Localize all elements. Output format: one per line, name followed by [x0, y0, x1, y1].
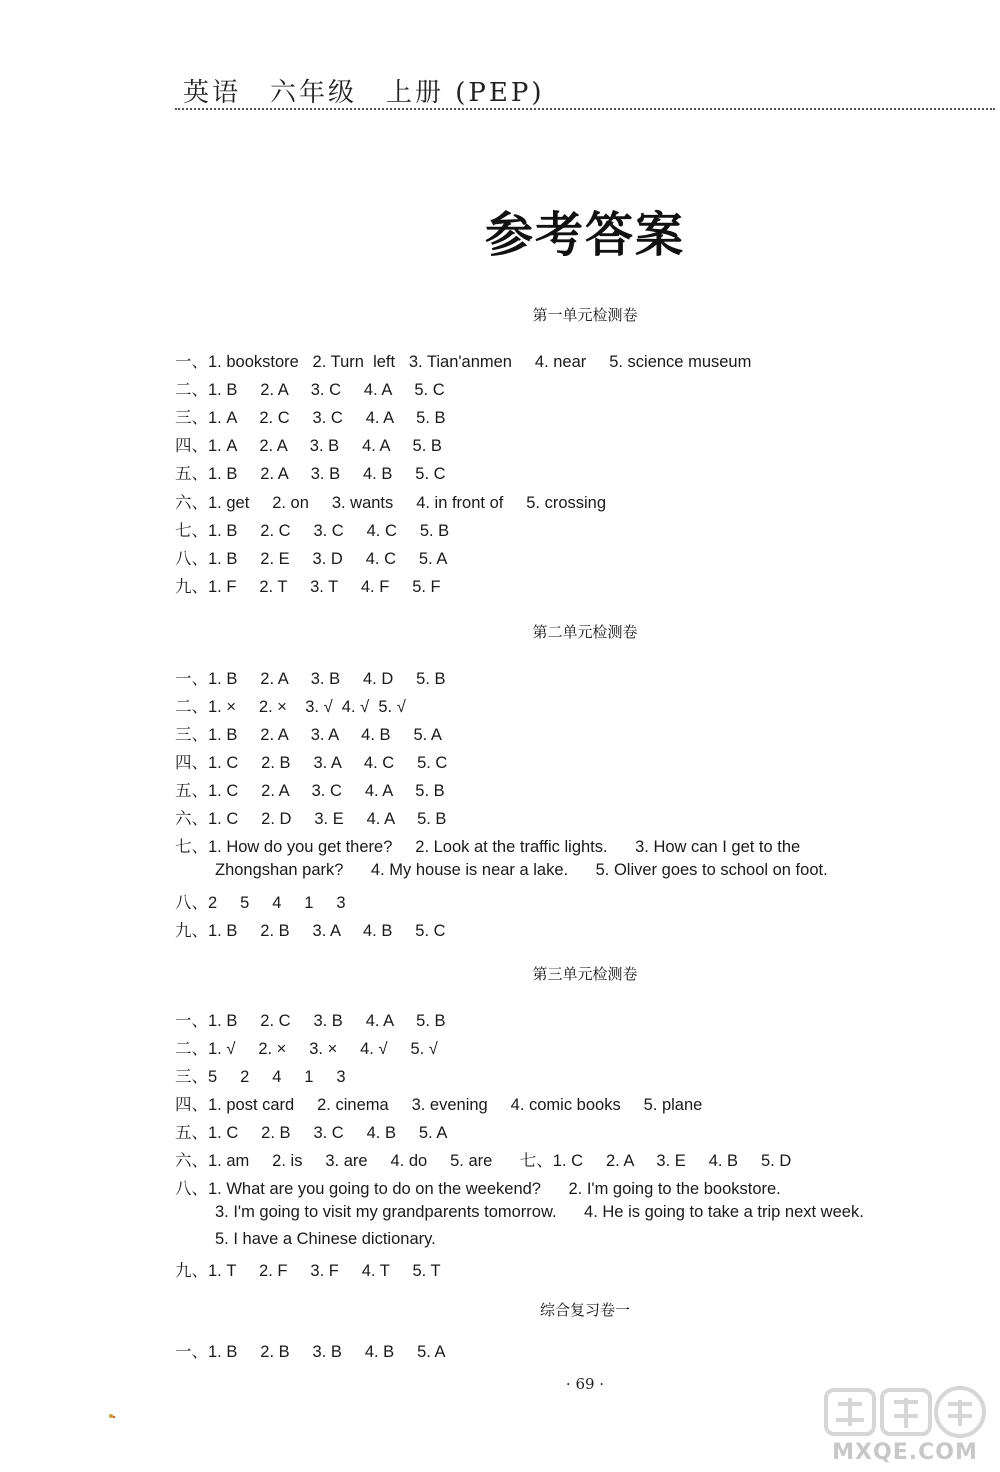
answer-line: 九、1. T 2. F 3. F 4. T 5. T: [175, 1262, 441, 1280]
answer-line: 五、1. C 2. A 3. C 4. A 5. B: [175, 782, 445, 800]
answer-line: 三、5 2 4 1 3: [175, 1068, 346, 1086]
answer-line: 七、1. B 2. C 3. C 4. C 5. B: [175, 522, 450, 540]
answer-line: 六、1. C 2. D 3. E 4. A 5. B: [175, 810, 447, 828]
watermark-text: MXQE.COM: [832, 1440, 978, 1465]
answer-line: 六、1. am 2. is 3. are 4. do 5. are 七、1. C 2. A 3. E 4. B 5. D: [175, 1152, 792, 1170]
section-title-unit-2: 第二单元检测卷: [532, 623, 638, 641]
answer-line: 一、1. B 2. C 3. B 4. A 5. B: [175, 1012, 446, 1030]
answer-line: 九、1. F 2. T 3. T 4. F 5. F: [175, 578, 441, 596]
answer-line: 六、1. get 2. on 3. wants 4. in front of 5. crossing: [175, 494, 607, 512]
answer-line: 三、1. A 2. C 3. C 4. A 5. B: [175, 409, 446, 427]
answer-line: 三、1. B 2. A 3. A 4. B 5. A: [175, 726, 442, 744]
header-divider: [175, 108, 995, 110]
answer-line: 七、1. How do you get there? 2. Look at the traffic lights. 3. How can I get to the: [175, 838, 801, 856]
answer-line: 一、1. B 2. B 3. B 4. B 5. A: [175, 1343, 446, 1361]
section-title-unit-1: 第一单元检测卷: [532, 306, 638, 324]
answer-line-continued: Zhongshan park? 4. My house is near a lake. 5. Oliver goes to school on foot.: [215, 861, 828, 879]
answer-line: 一、1. B 2. A 3. B 4. D 5. B: [175, 670, 446, 688]
answer-line: 四、1. C 2. B 3. A 4. C 5. C: [175, 754, 448, 772]
section-title-review-1: 综合复习卷一: [539, 1301, 630, 1319]
section-title-unit-3: 第三单元检测卷: [532, 965, 638, 983]
page-number: · 69 ·: [565, 1375, 605, 1393]
answer-line: 九、1. B 2. B 3. A 4. B 5. C: [175, 922, 446, 940]
answer-line: 八、1. What are you going to do on the weekend? 2. I'm going to the bookstore.: [175, 1180, 781, 1198]
answer-line: 二、1. B 2. A 3. C 4. A 5. C: [175, 381, 445, 399]
answer-line: 四、1. A 2. A 3. B 4. A 5. B: [175, 437, 442, 455]
answer-line: 四、1. post card 2. cinema 3. evening 4. comic books 5. plane: [175, 1096, 703, 1114]
ink-speck: [108, 1404, 116, 1410]
answer-line-continued: 3. I'm going to visit my grandparents tomorrow. 4. He is going to take a trip next week.: [215, 1203, 864, 1221]
answer-line: 五、1. B 2. A 3. B 4. B 5. C: [175, 465, 446, 483]
answer-line: 八、1. B 2. E 3. D 4. C 5. A: [175, 550, 448, 568]
answer-line: 二、1. × 2. × 3. √ 4. √ 5. √: [175, 698, 406, 716]
header-title: 英语 六年级 上册 (PEP): [183, 78, 545, 108]
answer-line: 五、1. C 2. B 3. C 4. B 5. A: [175, 1124, 448, 1142]
answer-line: 一、1. bookstore 2. Turn left 3. Tian'anmen 4. near 5. science museum: [175, 353, 752, 371]
answer-line-continued: 5. I have a Chinese dictionary.: [215, 1230, 436, 1248]
answer-line: 二、1. √ 2. × 3. × 4. √ 5. √: [175, 1040, 438, 1058]
answer-line: 八、2 5 4 1 3: [175, 894, 346, 912]
page-title: 参考答案: [484, 207, 685, 263]
